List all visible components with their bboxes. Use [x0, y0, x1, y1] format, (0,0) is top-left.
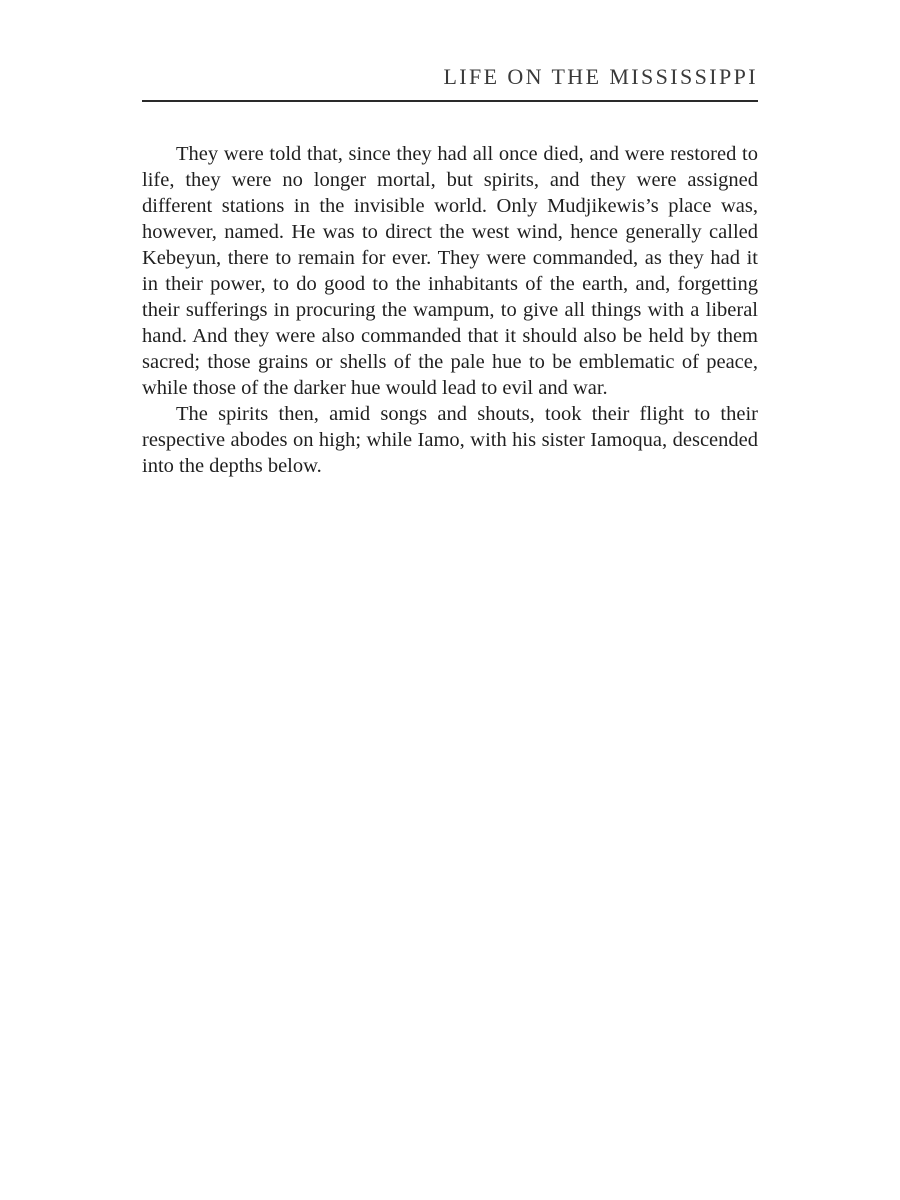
page-body-text — [142, 141, 758, 479]
body-paragraph-2: The spirits then, amid songs and shouts, took their flight to their respective abodes on high; while Iamo, with his sister Iamoqua, descended into the depths below. — [142, 403, 758, 477]
running-header-title: LIFE ON THE MISSISSIPPI — [443, 64, 758, 89]
header-rule-divider — [142, 100, 758, 102]
body-paragraph-1: They were told that, since they had all once died, and were restored to life, they were no longer mortal, but spirits, and they were assigned different stations in the invisible world. Only Mudjikewis’s place was, however, named. He was to direct the west wind, hence generally called Kebeyun, there to remain for ever. They were commanded, as they had it in their power, to do good to the inhabitants of the earth, and, forgetting their sufferings in procuring the wampum, to give all things with a liberal hand. And they were also commanded that it should also be held by them sacred; those grains or shells of the pale hue to be emblematic of peace, while those of the darker hue would lead to evil and war. — [142, 143, 758, 399]
